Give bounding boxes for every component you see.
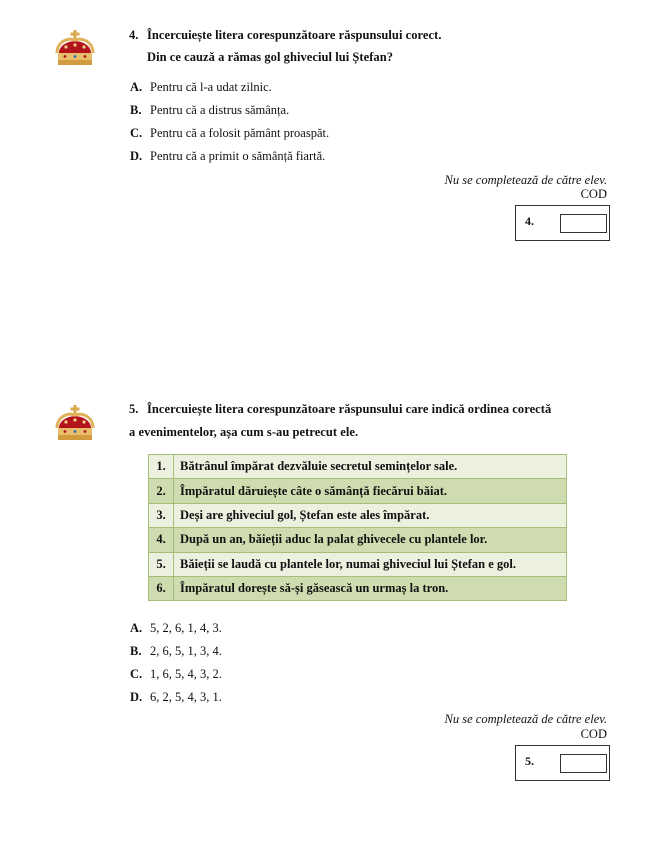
cod-label: COD: [580, 187, 607, 201]
event-number: 6.: [149, 576, 174, 600]
crown-icon: [54, 29, 96, 67]
event-number: 3.: [149, 503, 174, 527]
teacher-only-note: Nu se completează de către elev.: [444, 173, 607, 187]
option-letter: C.: [130, 126, 143, 140]
event-number: 5.: [149, 552, 174, 576]
event-text: Împăratul dăruiește câte o sămânță fiecărui băiat.: [174, 479, 567, 503]
instruction-text: Încercuiește litera corespunzătoare răspunsului corect.: [147, 28, 442, 42]
teacher-only-note: Nu se completează de către elev.: [444, 712, 607, 726]
cod-number: 4.: [525, 214, 534, 228]
option-letter: A.: [130, 80, 143, 94]
option-text: 1, 6, 5, 4, 3, 2.: [150, 667, 222, 681]
question-5-number: 5.: [129, 402, 139, 416]
table-row: [149, 552, 567, 576]
option-c[interactable]: [130, 126, 329, 141]
event-text: Deși are ghiveciul gol, Ștefan este ales împărat.: [174, 503, 567, 527]
table-row: [149, 503, 567, 527]
option-text: Pentru că l-a udat zilnic.: [150, 80, 272, 94]
table-row: [149, 455, 567, 479]
option-b[interactable]: [130, 103, 289, 118]
cod-label: COD: [580, 727, 607, 741]
option-d[interactable]: [130, 149, 325, 164]
cod-number: 5.: [525, 754, 534, 768]
table-row: [149, 479, 567, 503]
event-number: 4.: [149, 528, 174, 552]
cod-score-field[interactable]: [560, 214, 607, 233]
event-number: 2.: [149, 479, 174, 503]
option-letter: D.: [130, 690, 143, 704]
events-table: [148, 454, 567, 601]
crown-icon: [54, 404, 96, 442]
option-d[interactable]: [130, 690, 222, 705]
option-text: Pentru că a distrus sămânța.: [150, 103, 290, 117]
cod-box-5: [515, 745, 610, 781]
option-letter: B.: [130, 644, 142, 658]
event-text: Bătrânul împărat dezvăluie secretul semințelor sale.: [174, 455, 567, 479]
option-letter: D.: [130, 149, 143, 163]
event-number: 1.: [149, 455, 174, 479]
question-5-instruction-cont: a evenimentelor, așa cum s-au petrecut ele.: [129, 425, 359, 439]
event-text: Împăratul dorește să-și găsească un urmaș la tron.: [174, 576, 567, 600]
option-text: Pentru că a primit o sămânță fiartă.: [150, 149, 326, 163]
question-4-text: Din ce cauză a rămas gol ghiveciul lui Ștefan?: [147, 50, 394, 64]
option-letter: B.: [130, 103, 142, 117]
instruction-text: Încercuiește litera corespunzătoare răspunsului care indică ordinea corectă: [147, 402, 552, 416]
cod-box-4: [515, 205, 610, 241]
option-b[interactable]: [130, 644, 222, 659]
question-4-instruction: [129, 28, 442, 43]
option-c[interactable]: [130, 667, 222, 682]
option-a[interactable]: [130, 621, 222, 636]
table-row: [149, 528, 567, 552]
question-5-instruction: [129, 402, 551, 417]
table-row: [149, 576, 567, 600]
event-text: Băieții se laudă cu plantele lor, numai ghiveciul lui Ștefan e gol.: [174, 552, 567, 576]
question-4-number: 4.: [129, 28, 139, 42]
option-a[interactable]: [130, 80, 272, 95]
option-text: 2, 6, 5, 1, 3, 4.: [150, 644, 222, 658]
cod-score-field[interactable]: [560, 754, 607, 773]
option-text: 6, 2, 5, 4, 3, 1.: [150, 690, 222, 704]
option-letter: C.: [130, 667, 143, 681]
event-text: După un an, băieții aduc la palat ghivecele cu plantele lor.: [174, 528, 567, 552]
option-letter: A.: [130, 621, 143, 635]
option-text: Pentru că a folosit pământ proaspăt.: [150, 126, 330, 140]
option-text: 5, 2, 6, 1, 4, 3.: [150, 621, 222, 635]
